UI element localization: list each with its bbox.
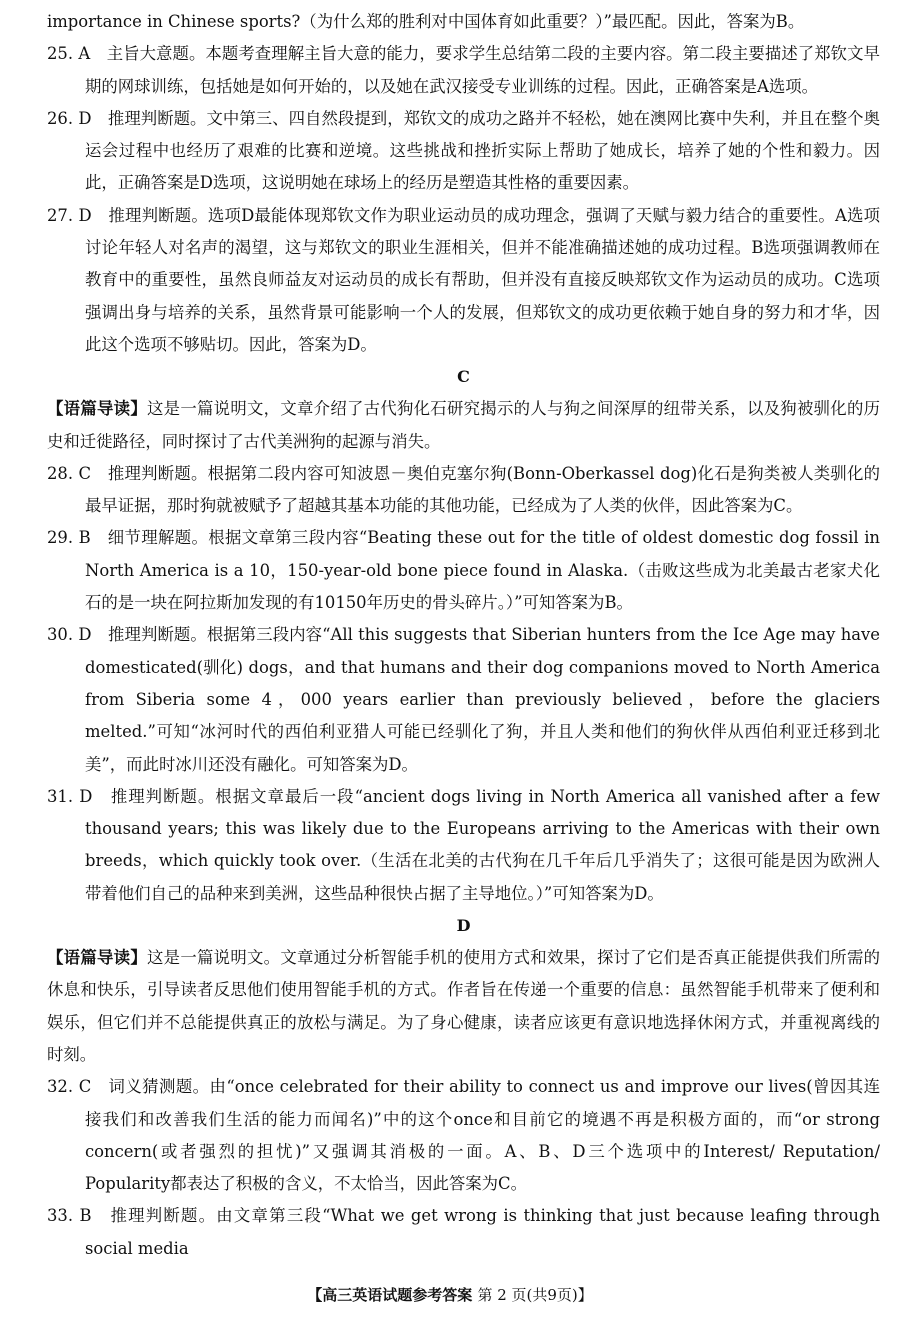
page-footer — [0, 1284, 900, 1305]
intro-text: 这是一篇说明文。文章通过分析智能手机的使用方式和效果，探讨了它们是否真正能提供我们所需的休息和快乐，引导读者反思他们使用智能手机的方式。作者旨在传递一个重要的信息：虽然智能手机带来了便利和娱乐，但它们并不总能提供真正的放松与满足。为了身心健康，读者应该更有意识地选择休闲方式，并重视离线的时刻。 — [47, 948, 881, 1064]
footer-page-number: 第 2 页(共9页)】 — [477, 1286, 593, 1304]
section-heading: D — [456, 916, 471, 936]
intro-text: 这是一篇说明文，文章介绍了古代狗化石研究揭示的人与狗之间深厚的纽带关系，以及狗被驯化的历史和迁徙路径，同时探讨了古代美洲狗的起源与消失。 — [47, 399, 881, 451]
passage-intro — [47, 393, 880, 458]
answer-explanation: 29. B 细节理解题。根据文章第三段内容“Beating these out for the title of oldest domestic dog fossil in North America is a 10，150-year-old bone piece found in Alaska.（击败这些成为北美最古老家犬化石的是一块在阿拉斯加发现的有10150年历史的骨头碎片。）”可知答案为B。 — [47, 528, 880, 613]
answer-explanation: 26. D 推理判断题。文中第三、四自然段提到，郑钦文的成功之路并不轻松，她在澳网比赛中失利，并且在整个奥运会过程中也经历了艰难的比赛和逆境。这些挑战和挫折实际上帮助了她成长，培养了她的个性和毅力。因此，正确答案是D选项，这说明她在球场上的经历是塑造其性格的重要因素。 — [47, 108, 880, 193]
answer-explanation: 25. A 主旨大意题。本题考查理解主旨大意的能力，要求学生总结第二段的主要内容。第二段主要描述了郑钦文早期的网球训练，包括她是如何开始的，以及她在武汉接受专业训练的过程。因此，正确答案是A选项。 — [47, 44, 880, 96]
intro-tag: 【语篇导读】 — [47, 399, 147, 419]
intro-tag: 【语篇导读】 — [47, 948, 147, 968]
passage-intro — [47, 942, 880, 1071]
page-content — [47, 6, 880, 1265]
answer-explanation: 33. B 推理判断题。由文章第三段“What we get wrong is thinking that just because leafing through social media — [47, 1206, 881, 1258]
section-heading: C — [457, 367, 470, 387]
answer-explanation: 32. C 词义猜测题。由“once celebrated for their ability to connect us and improve our lives(曾因其连接我们和改善我们生活的能力而闻名)”中的这个once和目前它的境遇不再是积极方面的，而“or strong concern(或者强烈的担忧)”又强调其消极的一面。A、B、D三个选项中的Interest/ Reputation/ Popularity都表达了积极的含义，不太恰当，因此答案为C。 — [47, 1077, 880, 1194]
answer-explanation: 30. D 推理判断题。根据第三段内容“All this suggests that Siberian hunters from the Ice Age may have domesticated(驯化) dogs，and that humans and their dog companions moved to North America from Siberia some 4，000 years earlier than previously believed，before the glaciers melted.”可知“冰河时代的西伯利亚猎人可能已经驯化了狗，并且人类和他们的狗伙伴从西伯利亚迁移到北美”，而此时冰川还没有融化。可知答案为D。 — [47, 625, 880, 774]
answer-explanation: 31. D 推理判断题。根据文章最后一段“ancient dogs living in North America all vanished after a few thousand years; this was likely due to the Europeans arriving to the Americas with their own breeds，which quickly took over.（生活在北美的古代狗在几千年后几乎消失了；这很可能是因为欧洲人带着他们自己的品种来到美洲，这些品种很快占据了主导地位。）”可知答案为D。 — [47, 786, 880, 903]
footer-title: 【高三英语试题参考答案 — [307, 1286, 473, 1304]
answer-explanation: 28. C 推理判断题。根据第二段内容可知波恩－奥伯克塞尔狗(Bonn-Oberkassel dog)化石是狗类被人类驯化的最早证据，那时狗就被赋予了超越其基本功能的其他功能，已经成为了人类的伙伴，因此答案为C。 — [47, 463, 880, 516]
answer-explanation: 27. D 推理判断题。选项D最能体现郑钦文作为职业运动员的成功理念，强调了天赋与毅力结合的重要性。A选项讨论年轻人对名声的渴望，这与郑钦文的职业生涯相关，但并不能准确描述她的成功过程。B选项强调教师在教育中的重要性，虽然良师益友对运动员的成长有帮助，但并没有直接反映郑钦文作为运动员的成功。C选项强调出身与培养的关系，虽然背景可能影响一个人的发展，但郑钦文的成功更依赖于她自身的努力和才华，因此这个选项不够贴切。因此，答案为D。 — [47, 205, 880, 354]
continued-text: importance in Chinese sports?（为什么郑的胜利对中国体育如此重要？）”最匹配。因此，答案为B。 — [47, 12, 805, 31]
